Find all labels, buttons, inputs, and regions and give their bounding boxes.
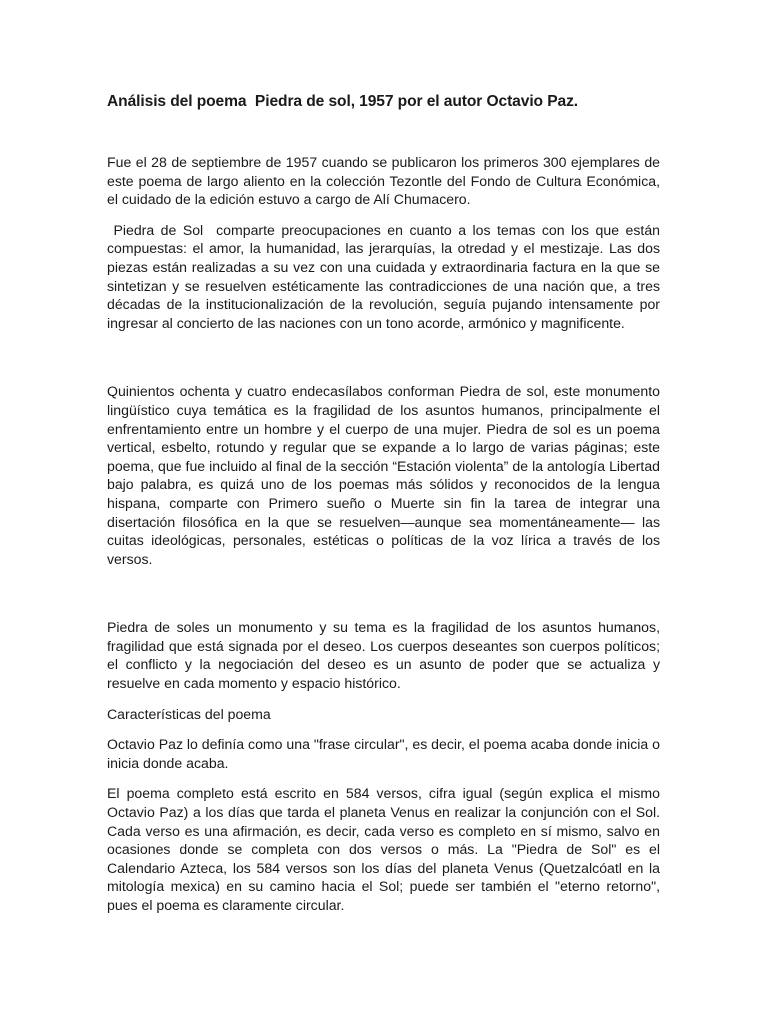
paragraph-circular-phrase: Octavio Paz lo definía como una "frase circular", es decir, el poema acaba donde inicia o inicia donde acaba.	[107, 736, 664, 771]
paragraph-584-verses: El poema completo está escrito en 584 versos, cifra igual (según explica el mismo Octavio Paz) a los días que tarda el planeta Venus en realizar la conjunción con el Sol. Cada verso es una afirmación, es decir, cada verso es completo en sí mismo, salvo en ocasiones donde se completa con dos versos o más. La "Piedra de Sol" es el Calendario Azteca, los 584 versos son los días del planeta Venus (Quetzalcóatl en la mitología mexica) en su camino hacia el Sol; puede ser también el "eterno retorno", pues el poema es claramente circular.	[107, 785, 664, 913]
document-title: Análisis del poema Piedra de sol, 1957 por el autor Octavio Paz.	[107, 93, 579, 110]
paragraph-themes: Piedra de Sol comparte preocupaciones en cuanto a los temas con los que están compuestas: el amor, la humanidad, las jerarquías, la otredad y el mestizaje. Las dos piezas están realizadas a su vez con una cuidada y extraordinaria factura en la que se sintetizan y se resuelven estéticamente las contradicciones de una nación que, a tres décadas de la institucionalización de la revolución, seguía pujando intensamente por ingresar al concierto de las naciones con un tono acorde, armónico y magnificente.	[107, 221, 664, 331]
paragraph-publication: Fue el 28 de septiembre de 1957 cuando se publicaron los primeros 300 ejemplares de este poema de largo aliento en la colección Tezontle del Fondo de Cultura Económica, el cuidado de la edición estuvo a cargo de Alí Chumacero.	[107, 154, 664, 208]
section-heading-characteristics: Características del poema	[107, 705, 271, 722]
document-page	[107, 92, 664, 915]
paragraph-fragility: Piedra de soles un monumento y su tema es la fragilidad de los asuntos humanos, fragilidad que está signada por el deseo. Los cuerpos deseantes son cuerpos políticos; el conflicto y la negociación del deseo es un asunto de poder que se actualiza y resuelve en cada momento y espacio histórico.	[107, 619, 664, 692]
paragraph-endecasilabos: Quinientos ochenta y cuatro endecasílabos conforman Piedra de sol, este monumento lingüístico cuya temática es la fragilidad de los asuntos humanos, principalmente el enfrentamiento entre un hombre y el cuerpo de una mujer. Piedra de sol es un poema vertical, esbelto, rotundo y regular que se expande a lo largo de varias páginas; este poema, que fue incluido al final de la sección “Estación violenta” de la antología Libertad bajo palabra, es quizá uno de los poemas más sólidos y reconocidos de la lengua hispana, comparte con Primero sueño o Muerte sin fin la tarea de integrar una disertación filosófica en la que se resuelven—aunque sea momentáneamente— las cuitas ideológicas, personales, estéticas o políticas de la voz lírica a través de los versos.	[107, 383, 664, 567]
